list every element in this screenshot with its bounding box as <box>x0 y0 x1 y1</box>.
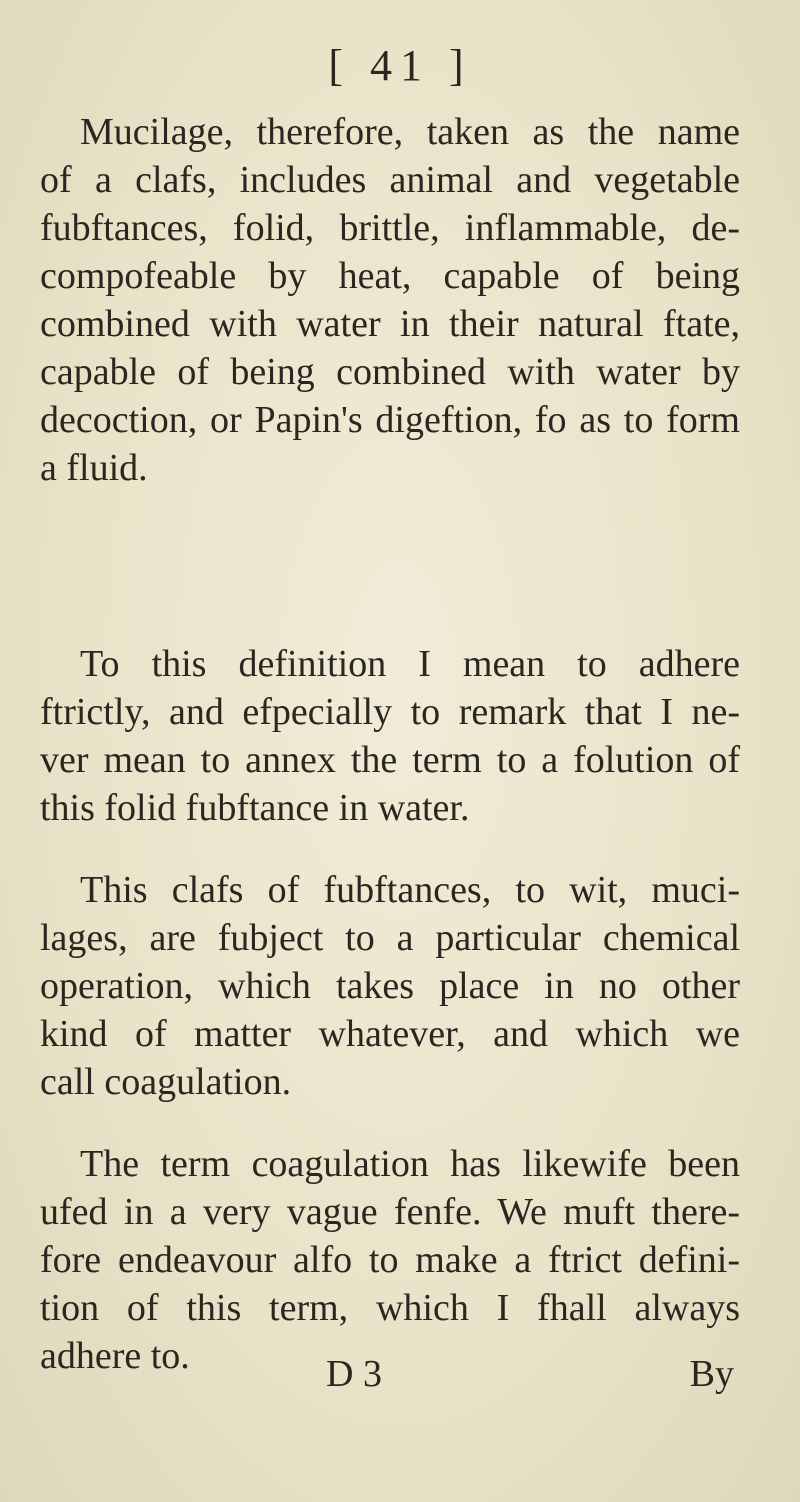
paragraph-coagulation-term <box>40 1140 740 1380</box>
text-line: a fluid. <box>40 447 148 489</box>
text-line: lages, are fubject to a particular chemical <box>40 917 740 959</box>
text-line: operation, which takes place in no other <box>40 965 740 1007</box>
page-number: [ 41 ] <box>328 41 472 90</box>
text-line: call coagulation. <box>40 1061 292 1103</box>
text-line: capable of being combined with water by <box>40 351 740 393</box>
paragraph-coagulation-operation <box>40 866 740 1106</box>
text-line: compofeable by heat, capable of being <box>40 255 740 297</box>
text-line: To this definition I mean to adhere <box>80 643 740 685</box>
text-line: Mucilage, therefore, taken as the name <box>80 111 740 153</box>
text-line: ufed in a very vague fenfe. We muft there- <box>40 1191 740 1233</box>
text-line: This clafs of fubftances, to wit, muci- <box>80 869 740 911</box>
catchword: By <box>689 1353 734 1395</box>
text-line: ver mean to annex the term to a folution of <box>40 739 740 781</box>
text-line: ftrictly, and efpecially to remark that I ne- <box>40 691 740 733</box>
text-line: of a clafs, includes animal and vegetable <box>40 159 740 201</box>
text-line: fubftances, folid, brittle, inflammable, de- <box>40 207 740 249</box>
text-line: this folid fubftance in water. <box>40 787 470 829</box>
text-line: The term coagulation has likewife been <box>80 1143 740 1185</box>
text-line: adhere to. <box>40 1335 190 1377</box>
text-line: kind of matter whatever, and which we <box>40 1013 740 1055</box>
text-line: fore endeavour alfo to make a ftrict defini- <box>40 1239 740 1281</box>
text-line: tion of this term, which I fhall always <box>40 1287 740 1329</box>
paragraph-mucilage-definition <box>40 108 740 492</box>
paragraph-adhere-definition <box>40 640 740 832</box>
signature-mark: D 3 <box>326 1353 382 1395</box>
page-footer <box>0 1350 800 1398</box>
text-line: decoction, or Papin's digeftion, fo as to form <box>40 399 740 441</box>
text-line: combined with water in their natural ftate, <box>40 303 740 345</box>
